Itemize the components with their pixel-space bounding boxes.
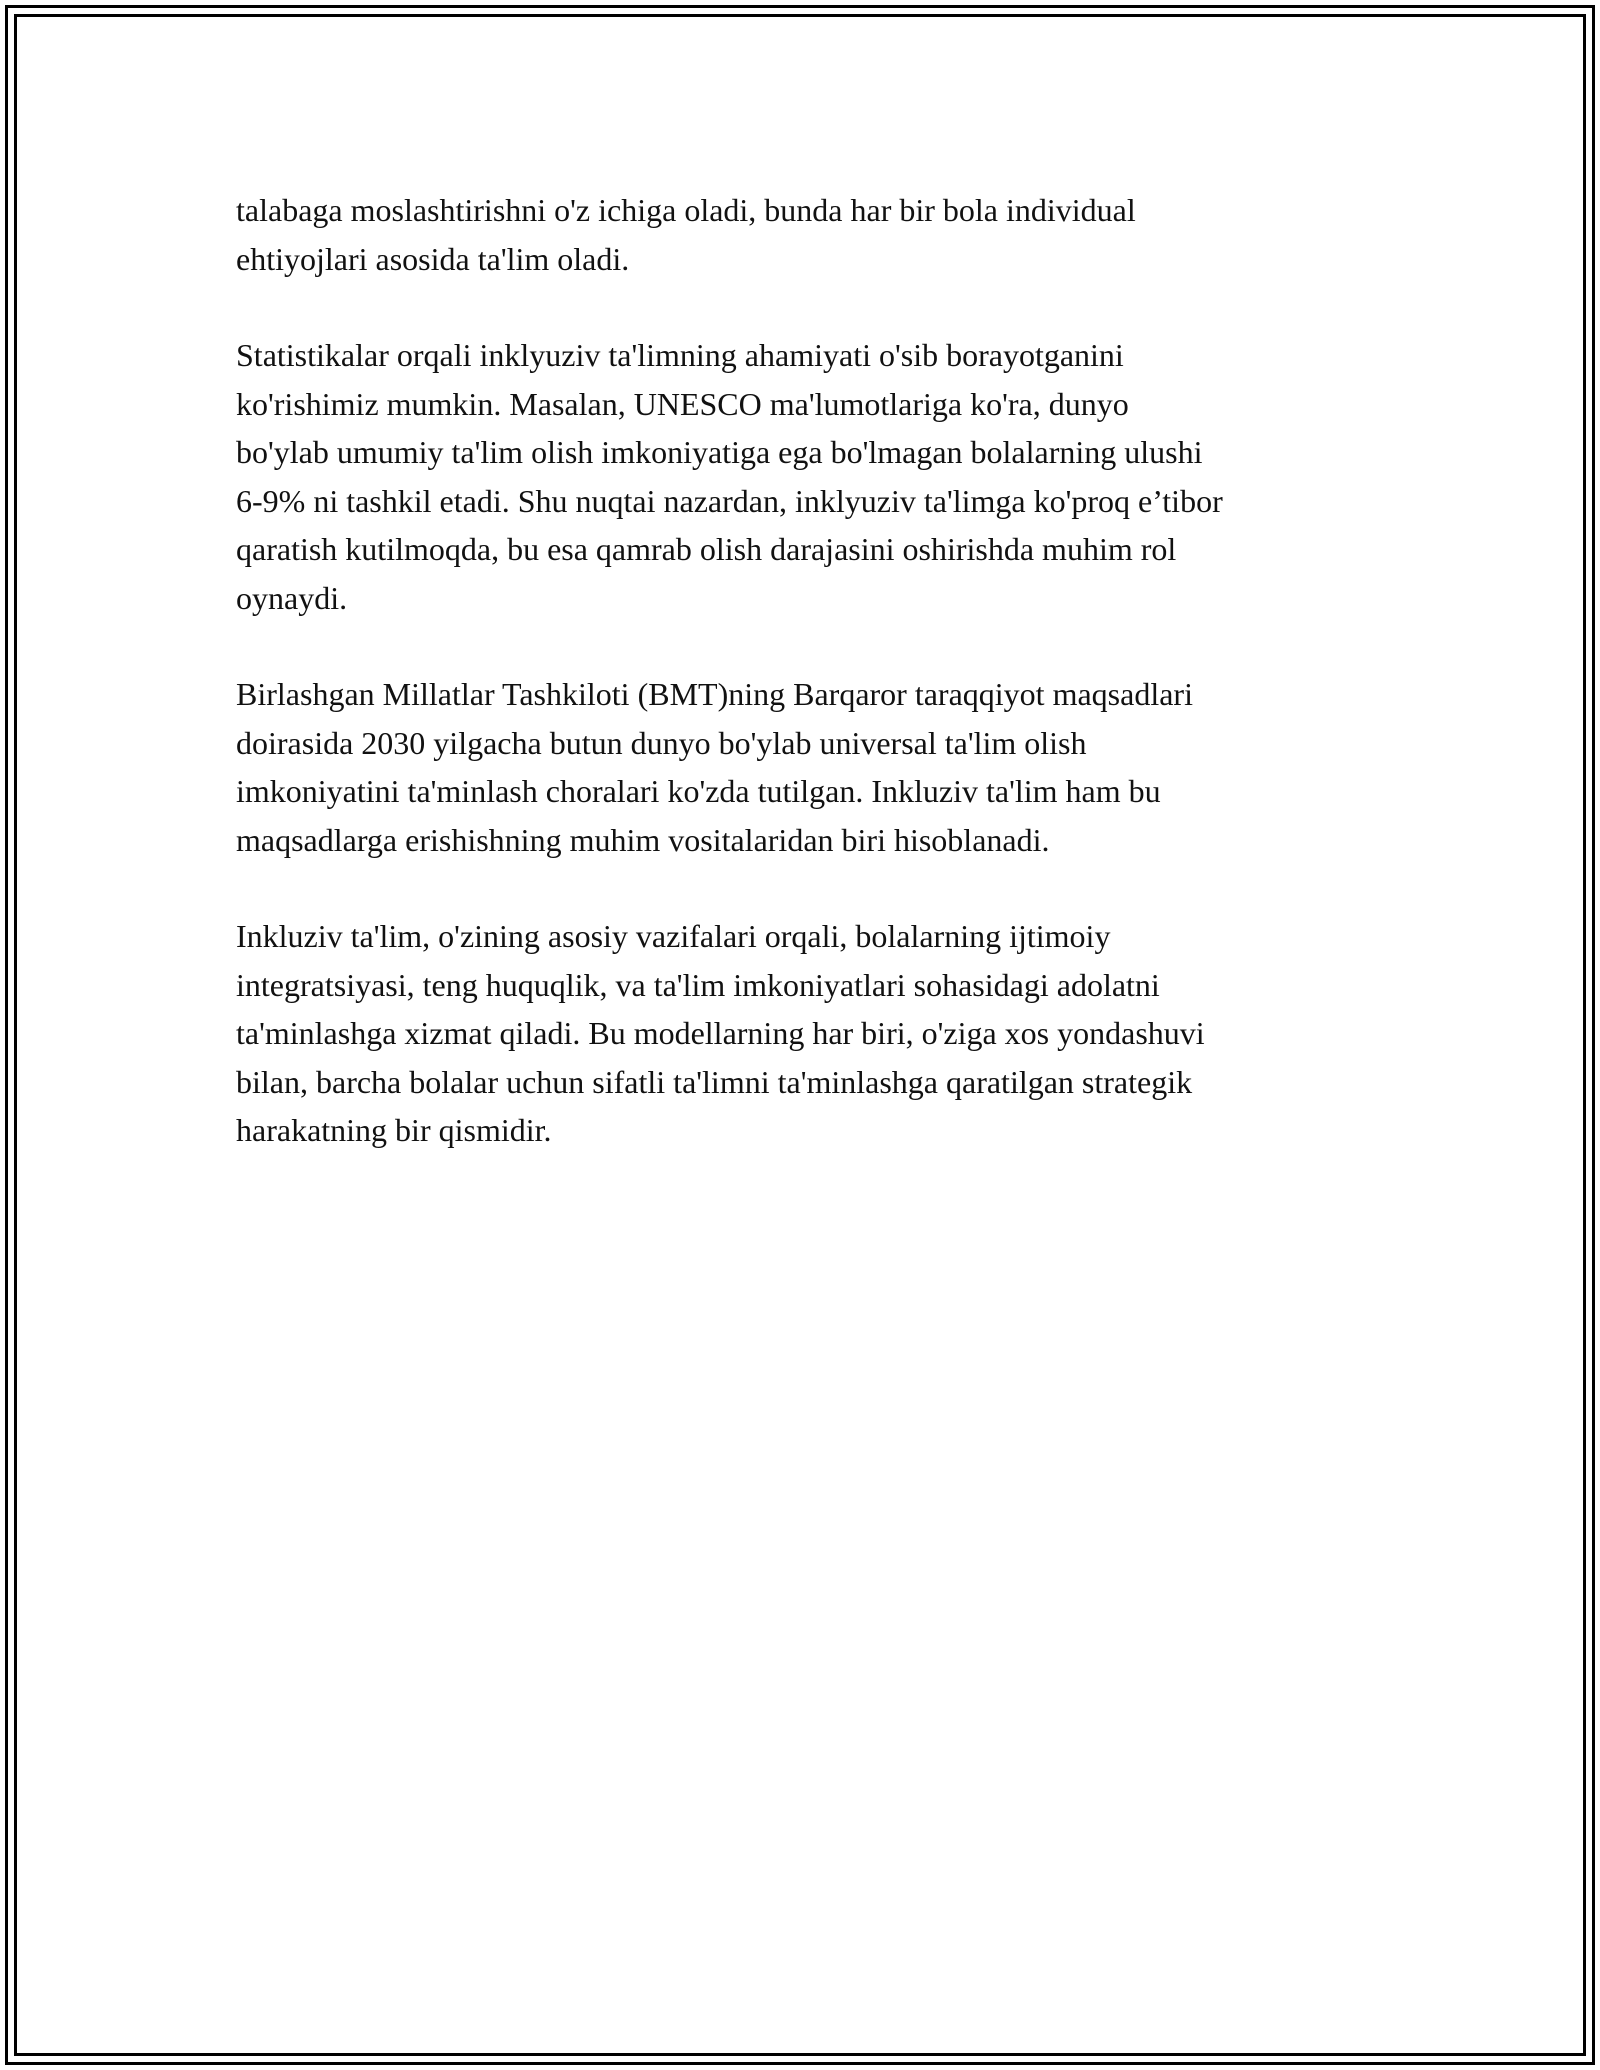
text-line: Birlashgan Millatlar Tashkiloti (BMT)ning Barqaror taraqqiyot maqsadlari [236,676,1193,712]
text-line: talabaga moslashtirishni o'z ichiga oladi, bunda har bir bola individual [236,192,1136,228]
text-line: 6-9% ni tashkil etadi. Shu nuqtai nazardan, inklyuziv ta'limga ko'proq e’tibor [236,482,1223,519]
text-line: harakatning bir qismidir. [236,1112,552,1148]
text-line: bilan, barcha bolalar uchun sifatli ta'limni ta'minlashga qaratilgan strategik [236,1063,1193,1100]
text-line: Statistikalar orqali inklyuziv ta'limning ahamiyati o'sib borayotganini [236,337,1124,373]
text-line: ta'minlashga xizmat qiladi. Bu modellarning har biri, o'ziga xos yondashuvi [236,1015,1205,1051]
text-line: Inkluziv ta'lim, o'zining asosiy vazifalari orqali, bolalarning ijtimoiy [236,918,1111,954]
document-body [236,186,1386,1203]
text-line: qaratish kutilmoqda, bu esa qamrab olish darajasini oshirishda muhim rol [236,531,1177,567]
paragraph-3 [236,670,1386,864]
text-line: oynaydi. [236,579,348,616]
paragraph-2 [236,331,1386,622]
paragraph-4 [236,912,1386,1155]
text-line: ehtiyojlari asosida ta'lim oladi. [236,240,630,277]
text-line: bo'ylab umumiy ta'lim olish imkoniyatiga ega bo'lmagan bolalarning ulushi [236,434,1203,470]
text-line: maqsadlarga erishishning muhim vositalaridan biri hisoblanadi. [236,821,1050,858]
text-line: ko'rishimiz mumkin. Masalan, UNESCO ma'lumotlariga ko'ra, dunyo [236,385,1129,422]
text-line: doirasida 2030 yilgacha butun dunyo bo'ylab universal ta'lim olish [236,724,1087,761]
text-line: integratsiyasi, teng huquqlik, va ta'lim imkoniyatlari sohasidagi adolatni [236,966,1160,1003]
paragraph-1 [236,186,1386,283]
text-line: imkoniyatini ta'minlash choralari ko'zda tutilgan. Inkluziv ta'lim ham bu [236,773,1161,809]
